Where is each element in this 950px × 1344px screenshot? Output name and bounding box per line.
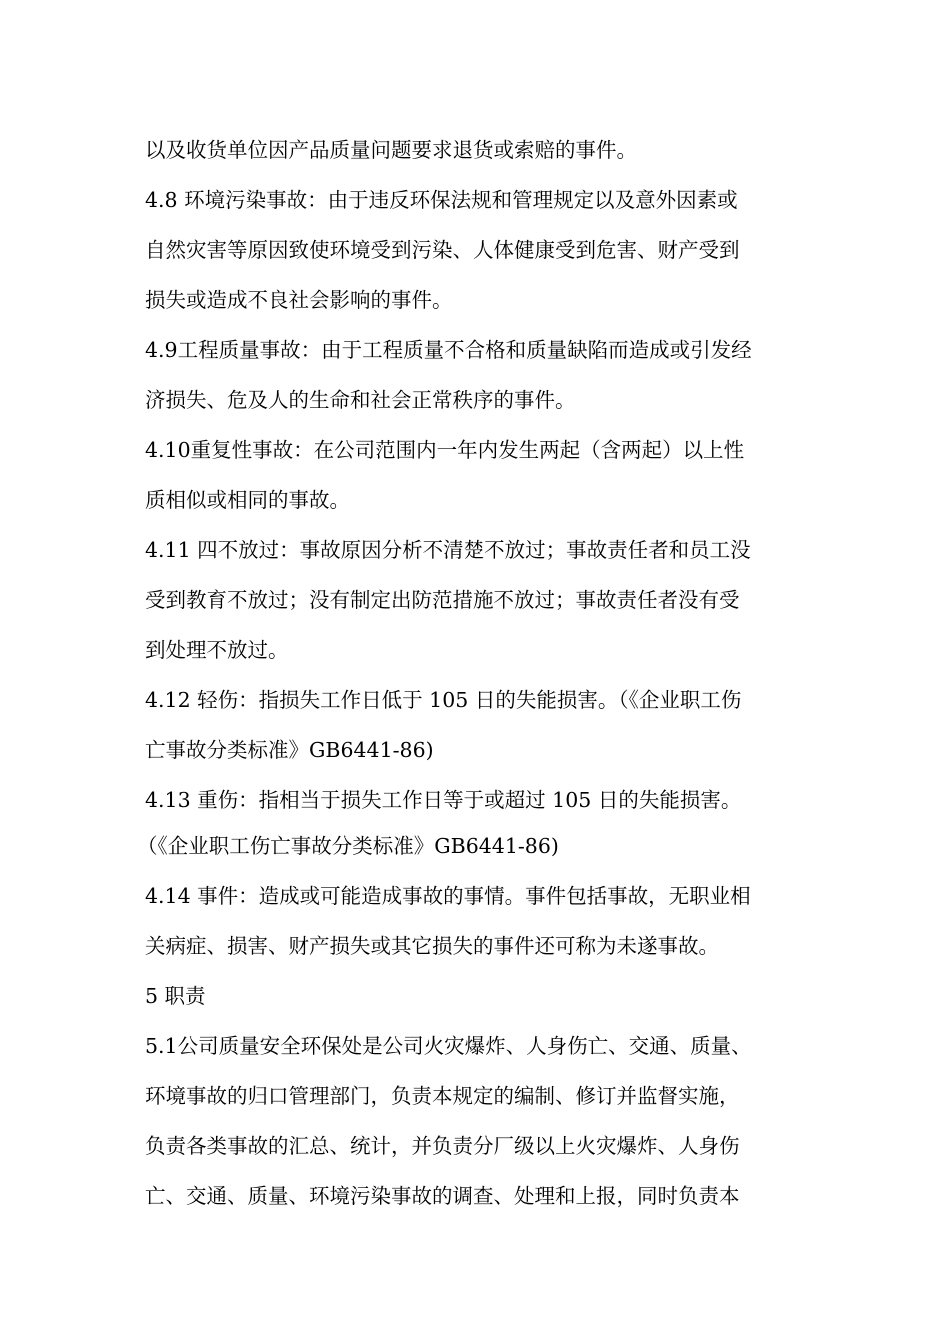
text-line: 到处理不放过。 [145, 638, 289, 662]
section-5-1-line: 5.1公司质量安全环保处是公司火灾爆炸、人身伤亡、交通、质量、 [145, 1034, 752, 1058]
text-line: 亡事故分类标准》GB6441-86) [145, 738, 434, 762]
text-line: 受到教育不放过；没有制定出防范措施不放过；事故责任者没有受 [145, 588, 740, 612]
section-4-14-line: 4.14 事件：造成或可能造成事故的事情。事件包括事故，无职业相 [145, 884, 751, 908]
text-line: 质相似或相同的事故。 [145, 488, 350, 512]
text-line: 环境事故的归口管理部门，负责本规定的编制、修订并监督实施， [145, 1084, 740, 1108]
section-4-13-line: 4.13 重伤：指相当于损失工作日等于或超过 105 日的失能损害。 [145, 788, 742, 812]
section-4-11-line: 4.11 四不放过：事故原因分析不清楚不放过；事故责任者和员工没 [145, 538, 751, 562]
section-4-8-line: 4.8 环境污染事故：由于违反环保法规和管理规定以及意外因素或 [145, 188, 738, 212]
section-4-9-line: 4.9工程质量事故：由于工程质量不合格和质量缺陷而造成或引发经 [145, 338, 752, 362]
text-line: 负责各类事故的汇总、统计，并负责分厂级以上火灾爆炸、人身伤 [145, 1134, 740, 1158]
text-line: 损失或造成不良社会影响的事件。 [145, 288, 453, 312]
section-4-10-line: 4.10重复性事故：在公司范围内一年内发生两起（含两起）以上性 [145, 438, 745, 462]
text-line: 亡、交通、质量、环境污染事故的调查、处理和上报，同时负责本 [145, 1184, 740, 1208]
text-line: 以及收货单位因产品质量问题要求退货或索赔的事件。 [145, 138, 637, 162]
section-4-12-line: 4.12 轻伤：指损失工作日低于 105 日的失能损害。（《企业职工伤 [145, 688, 742, 712]
text-line: 自然灾害等原因致使环境受到污染、人体健康受到危害、财产受到 [145, 238, 740, 262]
text-line: 关病症、损害、财产损失或其它损失的事件还可称为未遂事故。 [145, 934, 719, 958]
section-5-heading: 5 职责 [145, 984, 206, 1008]
text-line: 济损失、危及人的生命和社会正常秩序的事件。 [145, 388, 576, 412]
text-line: （《企业职工伤亡事故分类标准》GB6441-86) [137, 834, 559, 858]
